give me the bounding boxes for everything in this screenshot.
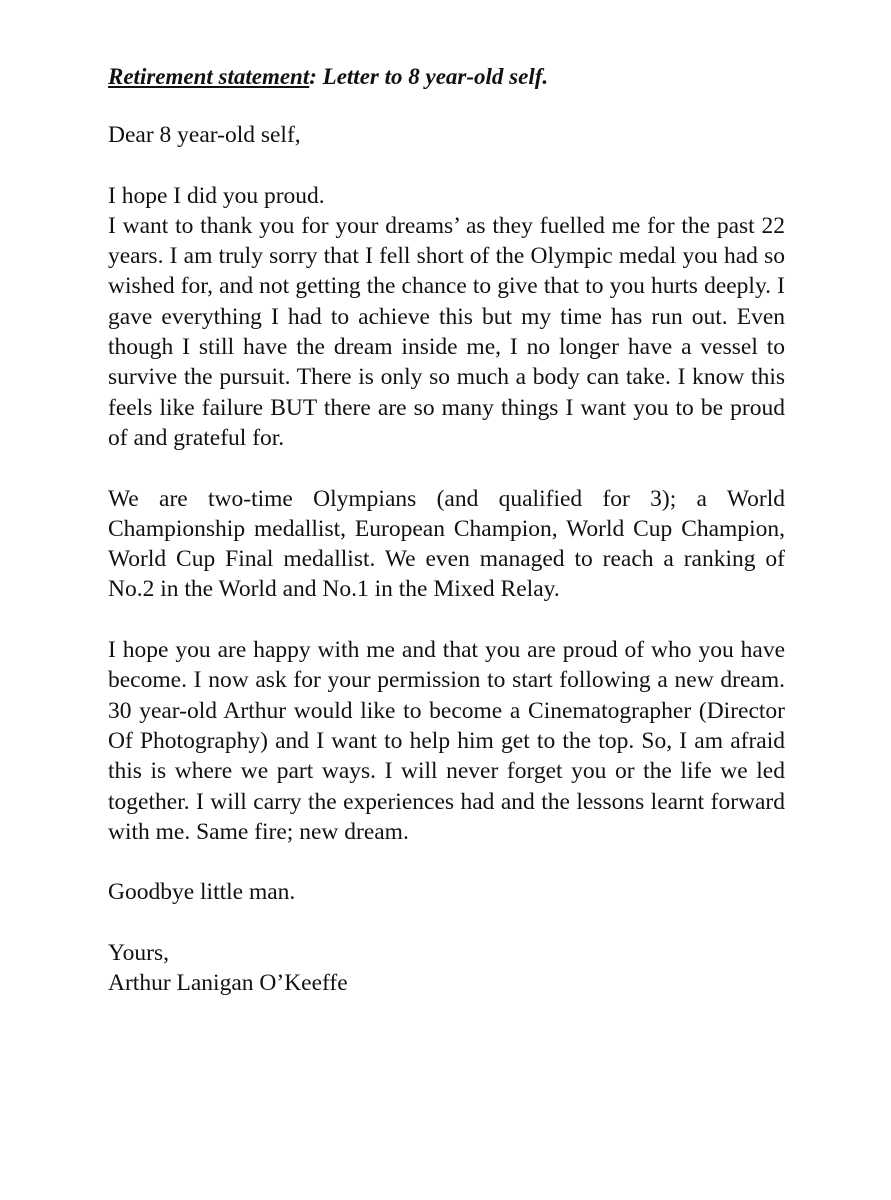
paragraph-1: I want to thank you for your dreams’ as they fuelled me for the past 22 years. I am truly sorry that I fell short of the Olympic medal you had so wished for, and not getting the chance to give that to you hurts deeply. I gave everything I had to achieve this but my time has run out. Even though I still have the dream inside me, I no longer have a vessel to survive the pursuit. There is only so much a body can take. I know this feels like failure BUT there are so many things I want you to be proud of and grateful for.: [108, 212, 785, 451]
paragraph-3: I hope you are happy with me and that you are proud of who you have become. I now ask for your permission to start following a new dream. 30 year-old Arthur would like to become a Cinematographer (Director Of Photography) and I want to help him get to the top. So, I am afraid this is where we part ways. I will never forget you or the life we led together. I will carry the experiences had and the lessons learnt forward with me. Same fire; new dream.: [108, 637, 785, 845]
signature-name: Arthur Lanigan O’Keeffe: [108, 970, 348, 997]
letter-page: [108, 62, 785, 999]
title-rest: : Letter to 8 year-old self.: [309, 64, 549, 89]
letter-title: [108, 62, 785, 92]
farewell-line: Goodbye little man.: [108, 879, 296, 906]
title-underlined: Retirement statement: [108, 64, 310, 89]
salutation: Dear 8 year-old self,: [108, 122, 301, 148]
paragraph-opening-line: I hope I did you proud.: [108, 182, 325, 209]
closing-line: Yours,: [108, 940, 169, 967]
paragraph-2: We are two-time Olympians (and qualified for 3); a World Championship medallist, European Champion, World Cup Champion, World Cup Final medallist. We even managed to reach a ranking of No.2 in the World and No.1 in the Mixed Relay.: [108, 485, 785, 603]
